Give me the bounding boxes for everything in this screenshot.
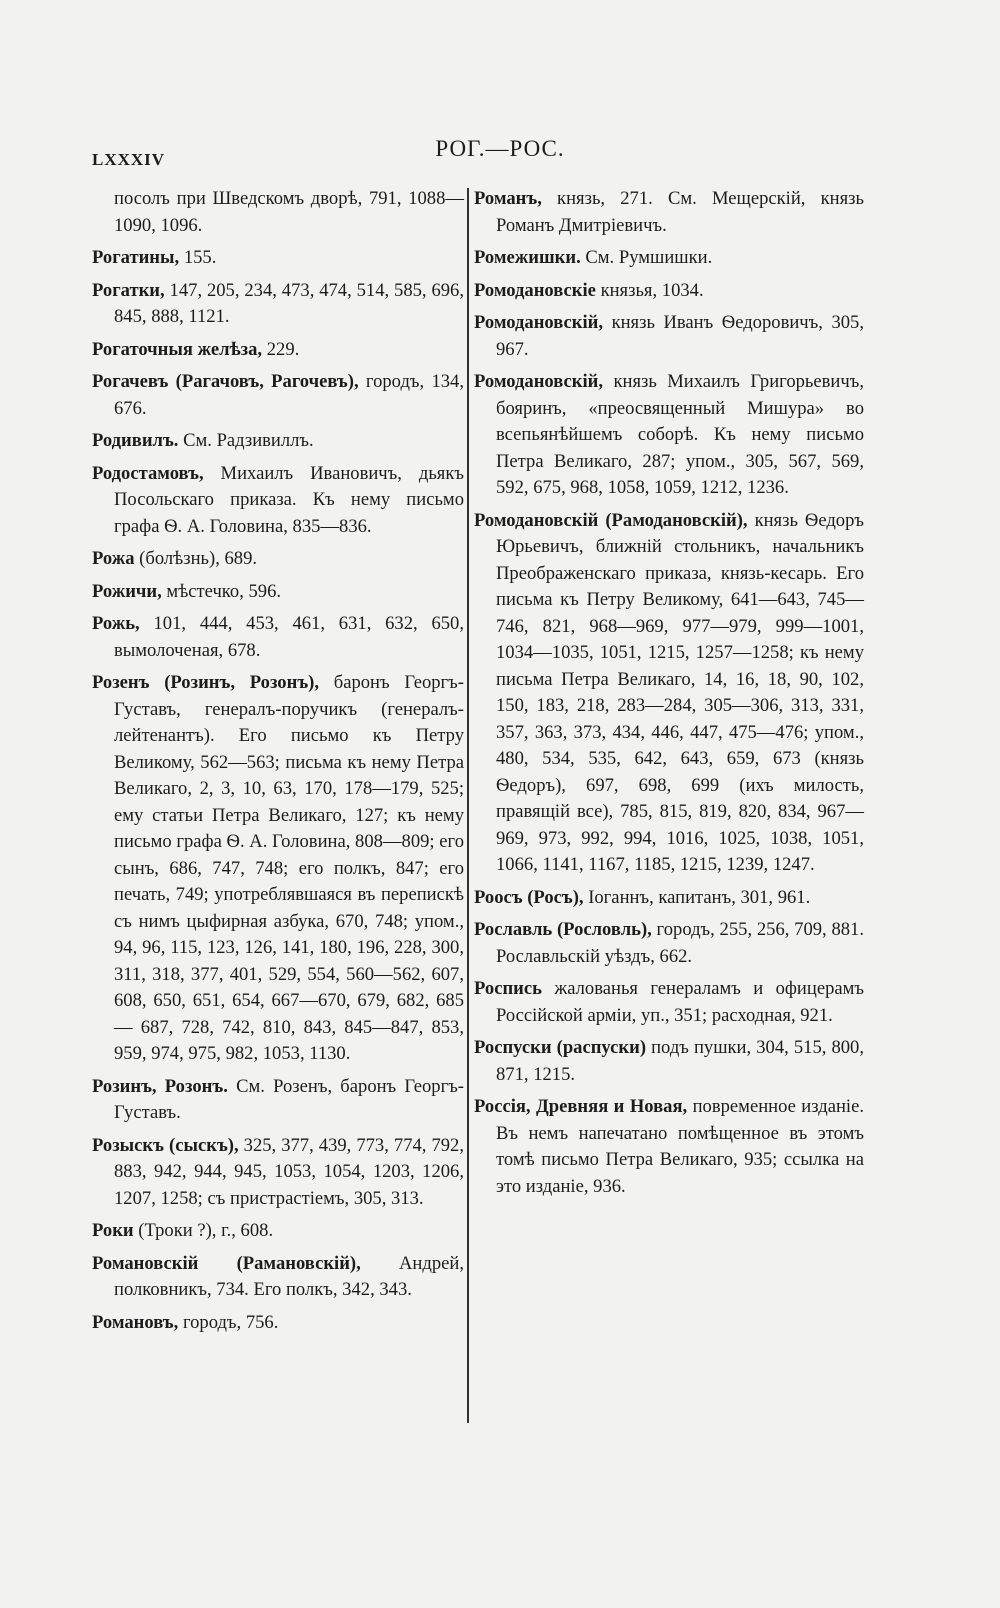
index-entry	[92, 670, 464, 1068]
entry-text: 229.	[262, 338, 300, 360]
entry-text: Іоганнъ, капитанъ, 301, 961.	[583, 886, 811, 908]
entry-text: См. Розенъ, баронъ Георгъ-Густавъ.	[114, 1075, 465, 1123]
index-entry	[92, 1074, 464, 1127]
entry-headword: Родивилъ.	[92, 430, 179, 451]
entry-headword: Россія, Древняя и Новая,	[474, 1096, 688, 1117]
index-entry	[92, 245, 464, 272]
entry-text: подъ пушки, 304, 515, 800, 871, 1215.	[496, 1037, 864, 1085]
index-entry	[474, 976, 864, 1029]
entry-headword: Рославль (Рословль),	[474, 919, 652, 940]
index-entry	[92, 1251, 464, 1304]
index-entry	[474, 885, 864, 912]
index-entry	[92, 1310, 464, 1337]
index-entry	[474, 186, 864, 239]
entry-text: городъ, 756.	[178, 1311, 279, 1333]
index-entry	[474, 245, 864, 272]
entry-headword: Роки	[92, 1220, 134, 1241]
entry-text: См. Радзивиллъ.	[178, 430, 314, 451]
entry-headword: Рожь,	[92, 613, 140, 634]
entry-text: городъ, 134, 676.	[114, 371, 464, 419]
entry-text: повременное изданіе. Въ немъ напечатано помѣщенное въ этомъ томѣ письмо Петра Великаго, 935; ссылка на это изданіе, 936.	[496, 1096, 864, 1197]
entry-headword: Рогачевъ (Рагачовъ, Рагочевъ),	[92, 371, 359, 392]
entry-text: Андрей, полковникъ, 734. Его полкъ, 342, 343.	[114, 1252, 464, 1300]
index-entry	[474, 1094, 864, 1200]
entry-headword: Ромежишки.	[474, 247, 581, 268]
left-column	[92, 186, 464, 1342]
index-entry	[474, 917, 864, 970]
entry-headword: Ромодановскіе	[474, 279, 596, 301]
entry-headword: Романовскій (Рамановскій),	[92, 1252, 361, 1274]
entry-headword: Рожичи,	[92, 580, 162, 602]
entry-text: баронъ Георгъ-Густавъ, генералъ-поручикъ (генералъ-лейтенантъ). Его письмо къ Петру Великому, 562—563; письма къ нему Петра Великаго, 2, 3, 10, 63, 170, 178—179, 525; ему статьи Петра Великаго, 127; къ нему письмо графа Ѳ. А. Головина, 808—809; его сынъ, 686, 747, 748; его полкъ, 847; его печать, 749; употреблявшаяся въ перепискѣ съ нимъ цыфирная азбука, 670, 748; упом., 94, 96, 115, 123, 126, 141, 180, 196, 228, 300, 311, 318, 377, 401, 529, 554, 560—562, 607, 608, 650, 651, 654, 667—670, 679, 682, 685 — 687, 728, 742, 810, 843, 845—847, 853, 959, 974, 975, 982, 1053, 1130.	[114, 672, 464, 1064]
entry-headword: Роспуски (распуски)	[474, 1037, 647, 1058]
running-head: РОГ.—РОС.	[435, 136, 565, 161]
entry-text: посолъ при Шведскомъ дворѣ, 791, 1088—1090, 1096.	[114, 188, 464, 236]
entry-headword: Розенъ (Розинъ, Розонъ),	[92, 672, 319, 693]
entry-text: 325, 377, 439, 773, 774, 792, 883, 942, 944, 945, 1053, 1054, 1203, 1206, 1207, 1258; съ пристрастіемъ, 305, 313.	[114, 1134, 464, 1209]
entry-headword: Роосъ (Росъ),	[474, 886, 584, 908]
index-entry	[92, 186, 464, 239]
index-entry	[92, 337, 464, 364]
right-column	[474, 186, 864, 1206]
index-entry	[92, 1133, 464, 1213]
index-entry	[92, 546, 464, 573]
entry-text: 155.	[179, 247, 217, 268]
entry-headword: Розинъ, Розонъ.	[92, 1075, 228, 1097]
index-entry	[92, 428, 464, 455]
index-entry	[92, 369, 464, 422]
index-entry	[474, 1035, 864, 1088]
entry-text: Михаилъ Ивановичъ, дьякъ Посольскаго приказа. Къ нему письмо графа Ѳ. А. Головина, 835—836.	[114, 462, 464, 537]
entry-text: (болѣзнь), 689.	[134, 548, 258, 569]
entry-headword: Романовъ,	[92, 1311, 179, 1333]
entry-headword: Рогатки,	[92, 279, 165, 301]
entry-text: князь Михаилъ Григорьевичъ, бояринъ, «преосвященный Мишура» во всепьянѣйшемъ соборѣ. Къ нему письмо Петра Великаго, 287; упом., 305, 567, 569, 592, 675, 968, 1058, 1059, 1212, 1236.	[496, 371, 864, 498]
entry-text: жалованья генераламъ и офицерамъ Россійской арміи, уп., 351; расходная, 921.	[496, 978, 864, 1026]
entry-headword: Ромодановскій,	[474, 312, 604, 333]
entry-headword: Романъ,	[474, 188, 542, 209]
entry-text: князь, 271. См. Мещерскій, князь Романъ Дмитріевичъ.	[496, 188, 864, 236]
index-entry	[92, 579, 464, 606]
index-entry	[474, 310, 864, 363]
entry-text: князь Иванъ Ѳедоровичъ, 305, 967.	[496, 312, 864, 360]
entry-headword: Рожа	[92, 548, 135, 569]
entry-headword: Розыскъ (сыскъ),	[92, 1134, 239, 1156]
entry-text: (Троки ?), г., 608.	[133, 1220, 274, 1241]
entry-headword: Рогаточныя желѣза,	[92, 338, 263, 360]
index-entry	[474, 278, 864, 305]
index-entry	[474, 369, 864, 502]
entry-text: князь Ѳедоръ Юрьевичъ, ближній стольникъ, начальникъ Преображенскаго приказа, князь-кесарь. Его письма къ Петру Великому, 641—643, 745—746, 821, 968—969, 977—979, 999—1001, 1034—1035, 1051, 1215, 1257—1258; къ нему письма Петра Великаго, 14, 16, 18, 90, 102, 150, 183, 218, 283—284, 305—306, 313, 331, 357, 363, 373, 434, 446, 447, 475—476; упом., 480, 534, 535, 642, 643, 659, 673 (князь Ѳедоръ), 697, 698, 699 (ихъ милость, правящій все), 785, 815, 819, 820, 834, 967—969, 973, 992, 994, 1016, 1025, 1038, 1051, 1066, 1141, 1167, 1185, 1215, 1239, 1247.	[496, 509, 865, 875]
entry-text: 101, 444, 453, 461, 631, 632, 650, вымолоченая, 678.	[114, 613, 464, 661]
entry-text: 147, 205, 234, 473, 474, 514, 585, 696, 845, 888, 1121.	[114, 279, 464, 327]
entry-headword: Роспись	[474, 978, 542, 999]
index-entry	[92, 611, 464, 664]
page-number: LXXXIV	[92, 150, 166, 169]
entry-headword: Ромодановскій (Рамодановскій),	[474, 509, 748, 531]
index-entry	[92, 461, 464, 541]
entry-headword: Ромодановскій,	[474, 371, 604, 392]
entry-headword: Рогатины,	[92, 247, 180, 268]
index-entry	[92, 278, 464, 331]
entry-text: городъ, 255, 256, 709, 881. Рославльскій уѣздъ, 662.	[496, 919, 864, 967]
index-entry	[474, 508, 864, 879]
column-divider	[467, 188, 469, 1423]
entry-text: См. Румшишки.	[580, 247, 713, 268]
index-entry	[92, 1218, 464, 1245]
entry-text: мѣстечко, 596.	[161, 580, 282, 602]
entry-headword: Родостамовъ,	[92, 462, 204, 484]
entry-text: князья, 1034.	[595, 279, 704, 301]
